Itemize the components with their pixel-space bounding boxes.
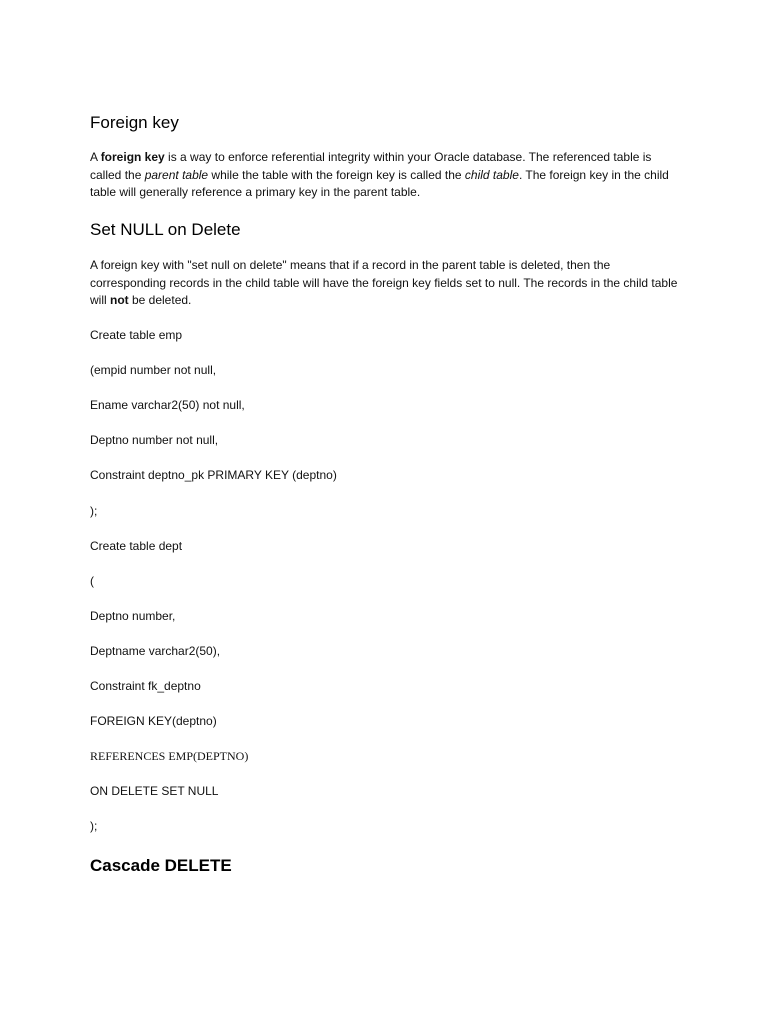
italic-term-child-table: child table <box>464 167 519 182</box>
code-line: Create table dept <box>90 539 183 553</box>
heading-foreign-key: Foreign key <box>90 113 179 132</box>
italic-term-parent-table: parent table <box>144 167 209 182</box>
bold-term-foreign-key: foreign key <box>100 150 165 164</box>
text-run: A <box>90 150 101 164</box>
code-line: ON DELETE SET NULL <box>90 784 219 798</box>
code-line: Deptno number not null, <box>90 433 219 447</box>
code-line: ); <box>90 504 98 518</box>
code-line: ( <box>90 574 94 588</box>
heading-cascade-delete: Cascade DELETE <box>90 856 232 875</box>
heading-set-null-on-delete: Set NULL on Delete <box>90 220 241 239</box>
code-line: Constraint deptno_pk PRIMARY KEY (deptno) <box>90 468 337 482</box>
code-line: Create table emp <box>90 328 183 342</box>
text-run: A foreign key with "set null on delete" means that if a record in the parent table is deleted, then the corresponding records in the child table will have the foreign key fields set to null. The records in the child table will <box>90 258 678 307</box>
text-run: . The foreign key in the child table will generally reference a primary key in the parent table. <box>90 167 669 199</box>
text-run: is a way to enforce referential integrity within your Oracle database. The referenced table is called the <box>90 150 652 182</box>
code-line: FOREIGN KEY(deptno) <box>90 714 217 728</box>
code-line: Deptno number, <box>90 609 176 623</box>
code-line: Constraint fk_deptno <box>90 679 201 693</box>
text-run: while the table with the foreign key is called the <box>208 167 465 182</box>
code-line: (empid number not null, <box>90 363 217 377</box>
bold-term-not: not <box>110 293 129 307</box>
paragraph-set-null-description <box>90 257 686 310</box>
code-line: ); <box>90 819 98 833</box>
code-line: Ename varchar2(50) not null, <box>90 398 245 412</box>
code-line: Deptname varchar2(50), <box>90 644 221 658</box>
text-run: be deleted. <box>128 293 192 307</box>
paragraph-foreign-key-definition <box>90 149 686 202</box>
code-line: REFERENCES EMP(DEPTNO) <box>90 749 249 763</box>
